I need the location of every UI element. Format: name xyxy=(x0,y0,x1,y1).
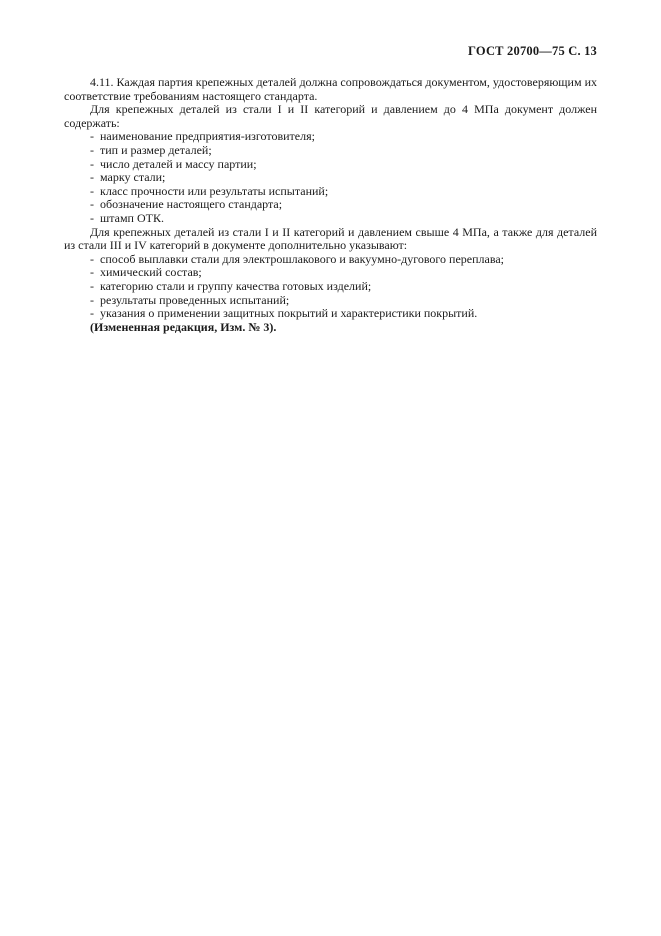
list-dash: - xyxy=(90,129,94,144)
block2-list xyxy=(64,253,597,321)
list-item xyxy=(64,158,597,172)
list-dash: - xyxy=(90,306,94,321)
list-item-text: класс прочности или результаты испытаний; xyxy=(100,183,329,198)
list-dash: - xyxy=(90,265,94,280)
list-dash: - xyxy=(90,170,94,185)
list-item xyxy=(64,171,597,185)
page-header: ГОСТ 20700—75 С. 13 xyxy=(468,44,597,58)
list-dash: - xyxy=(90,197,94,212)
list-item xyxy=(64,253,597,267)
list-dash: - xyxy=(90,156,94,171)
list-dash: - xyxy=(90,210,94,225)
list-item-text: тип и размер деталей; xyxy=(100,142,212,157)
list-item-text: число деталей и массу партии; xyxy=(100,156,257,171)
list-item xyxy=(64,212,597,226)
list-item-text: наименование предприятия-изготовителя; xyxy=(100,129,315,144)
section-4-11-paragraph: 4.11. Каждая партия крепежных деталей должна сопровождаться документом, удостоверяющим их соответствие требованиям настоящего стандарта. xyxy=(64,75,597,103)
list-item-text: указания о применении защитных покрытий и характеристики покрытий. xyxy=(100,306,478,321)
list-item xyxy=(64,294,597,308)
list-item-text: способ выплавки стали для электрошлакового и вакуумно-дугового переплава; xyxy=(100,251,505,266)
list-item-text: категорию стали и группу качества готовых изделий; xyxy=(100,278,372,293)
list-dash: - xyxy=(90,251,94,266)
list-dash: - xyxy=(90,292,94,307)
amendment-note: (Измененная редакция, Изм. № 3). xyxy=(90,319,277,334)
list-item xyxy=(64,185,597,199)
list-item-text: обозначение настоящего стандарта; xyxy=(100,197,283,212)
block1-list xyxy=(64,130,597,225)
list-item-text: штамп ОТК. xyxy=(100,210,164,225)
block2-intro: Для крепежных деталей из стали I и II категорий и давлением свыше 4 МПа, а также для деталей из стали III и IV категорий в документе дополнительно указывают: xyxy=(64,224,597,253)
list-item xyxy=(64,266,597,280)
list-dash: - xyxy=(90,278,94,293)
list-dash: - xyxy=(90,142,94,157)
list-item-text: результаты проведенных испытаний; xyxy=(100,292,290,307)
list-item xyxy=(64,307,597,321)
list-item-text: марку стали; xyxy=(100,170,166,185)
block1-intro: Для крепежных деталей из стали I и II категорий и давлением до 4 МПа документ должен содержать: xyxy=(64,102,597,130)
list-item xyxy=(64,280,597,294)
list-item-text: химический состав; xyxy=(100,265,202,280)
list-item xyxy=(64,144,597,158)
document-body xyxy=(64,76,597,334)
list-dash: - xyxy=(90,183,94,198)
list-item xyxy=(64,130,597,144)
list-item xyxy=(64,198,597,212)
